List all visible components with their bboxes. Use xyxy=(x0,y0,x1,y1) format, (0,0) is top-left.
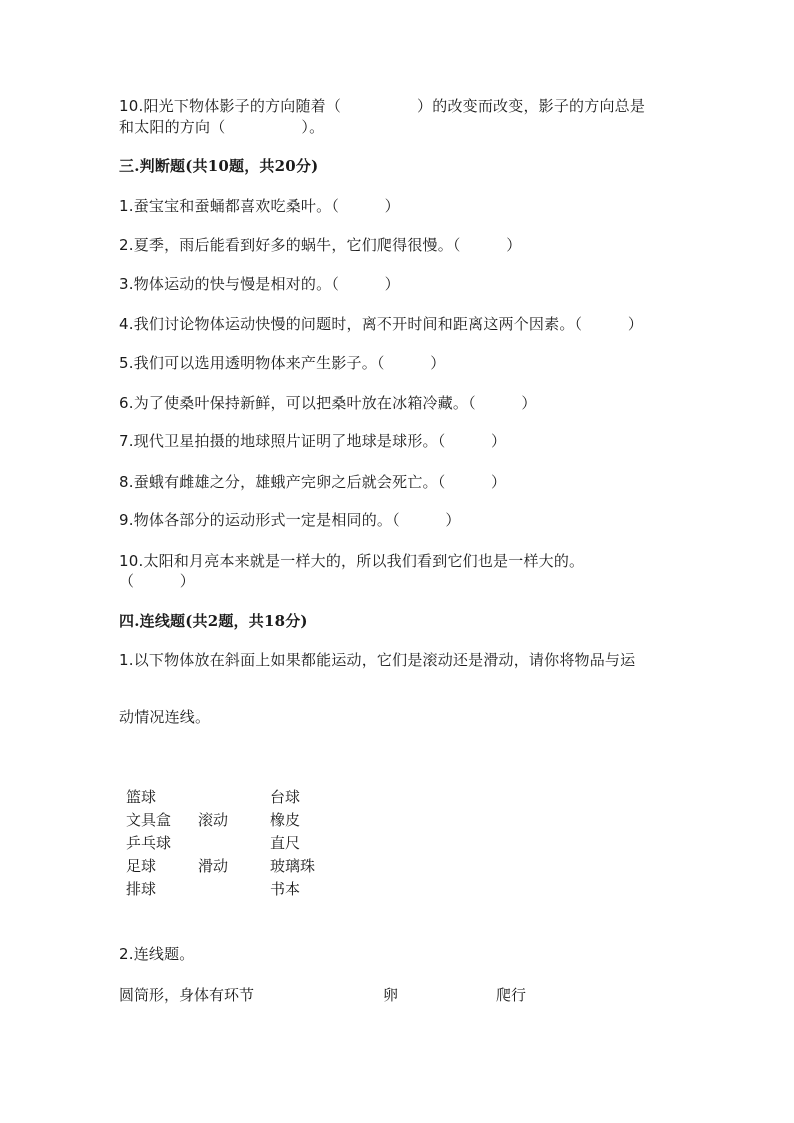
match-middle-item: 滚动 xyxy=(198,811,229,829)
match-q1-line-1: 1.以下物体放在斜面上如果都能运动，它们是滚动还是滑动，请你将物品与运 xyxy=(119,651,636,669)
match-q2-middle: 卵 xyxy=(383,986,399,1004)
match-left-item: 文具盒 xyxy=(126,811,172,829)
judge-item-6: 6.为了使桑叶保持新鲜，可以把桑叶放在冰箱冷藏。（ ） xyxy=(119,394,537,412)
match-q2-right: 爬行 xyxy=(496,986,527,1004)
match-left-item: 足球 xyxy=(126,857,157,875)
judge-item-10-line-2: （ ） xyxy=(119,572,196,590)
judge-item-3: 3.物体运动的快与慢是相对的。（ ） xyxy=(119,275,400,293)
section-3-title: 三.判断题(共10题，共20分) xyxy=(119,157,319,175)
match-middle-item: 滑动 xyxy=(198,857,229,875)
judge-item-5: 5.我们可以选用透明物体来产生影子。（ ） xyxy=(119,354,446,372)
match-right-item: 台球 xyxy=(270,788,301,806)
match-right-item: 直尺 xyxy=(270,834,301,852)
judge-item-10-line-1: 10.太阳和月亮本来就是一样大的，所以我们看到它们也是一样大的。 xyxy=(119,552,585,570)
question-10-line-1: 10.阳光下物体影子的方向随着（ ）的改变而改变，影子的方向总是 xyxy=(119,97,646,115)
match-q2-left: 圆筒形，身体有环节 xyxy=(119,986,255,1004)
match-left-item: 乒乓球 xyxy=(126,834,172,852)
question-10-line-2: 和太阳的方向（ ）。 xyxy=(119,118,325,136)
match-right-item: 玻璃珠 xyxy=(270,857,316,875)
match-q1-line-2: 动情况连线。 xyxy=(119,708,211,726)
match-right-item: 书本 xyxy=(270,880,301,898)
judge-item-4: 4.我们讨论物体运动快慢的问题时，离不开时间和距离这两个因素。（ ） xyxy=(119,315,644,333)
judge-item-1: 1.蚕宝宝和蚕蛹都喜欢吃桑叶。（ ） xyxy=(119,197,400,215)
match-right-item: 橡皮 xyxy=(270,811,301,829)
section-4-title: 四.连线题(共2题，共18分) xyxy=(119,612,308,630)
judge-item-9: 9.物体各部分的运动形式一定是相同的。（ ） xyxy=(119,511,461,529)
match-q2-title: 2.连线题。 xyxy=(119,945,195,963)
judge-item-7: 7.现代卫星拍摄的地球照片证明了地球是球形。（ ） xyxy=(119,432,507,450)
judge-item-8: 8.蚕蛾有雌雄之分，雄蛾产完卵之后就会死亡。（ ） xyxy=(119,473,507,491)
judge-item-2: 2.夏季，雨后能看到好多的蜗牛，它们爬得很慢。（ ） xyxy=(119,236,522,254)
match-left-item: 篮球 xyxy=(126,788,157,806)
match-left-item: 排球 xyxy=(126,880,157,898)
